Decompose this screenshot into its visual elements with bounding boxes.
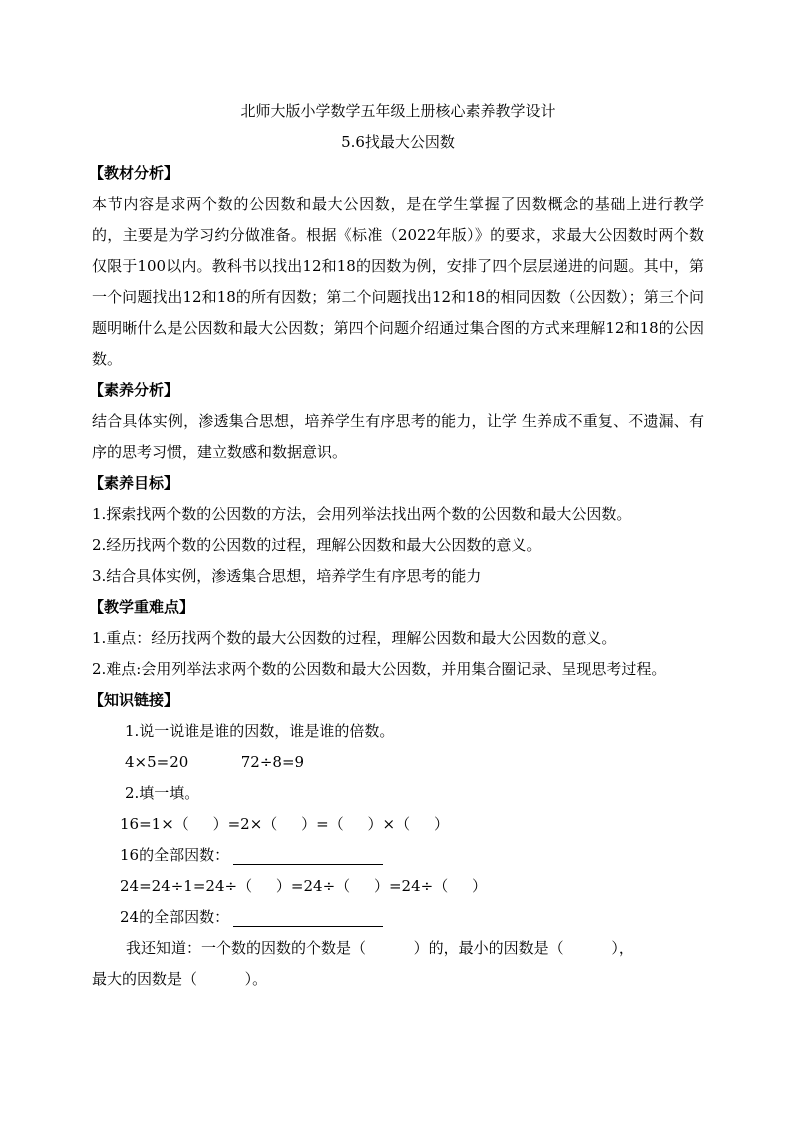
section-heading-key-points: 【教学重难点】 (89, 598, 195, 616)
document-page (89, 96, 704, 995)
key-point-item: 1.重点：经历找两个数的最大公因数的过程，理解公因数和最大公因数的意义。 (92, 629, 617, 647)
literacy-analysis-text: 结合具体实例，渗透集合思想，培养学生有序思考的能力，让学 生养成不重复、不遗漏、有序的思考习惯，建立数感和数据意识。 (92, 412, 704, 461)
fill-line-16: 16=1×（ ）=2×（ ）=（ ）×（ ） (120, 815, 449, 833)
goal-item: 1.探索找两个数的公因数的方法，会用列举法找出两个数的公因数和最大公因数。 (92, 505, 632, 523)
know-text-line-2: 最大的因数是（ ）。 (92, 970, 268, 988)
goal-item: 2.经历找两个数的公因数的过程，理解公因数和最大公因数的意义。 (92, 536, 542, 554)
key-point-item: 2.难点:会用列举法求两个数的公因数和最大公因数，并用集合圈记录、呈现思考过程。 (92, 660, 667, 678)
fill-line-24: 24=24÷1=24÷（ ）=24÷（ ）=24÷（ ） (120, 877, 488, 895)
section-heading-literacy: 【素养分析】 (89, 381, 180, 399)
know-text-line-1: 我还知道：一个数的因数的个数是（ ）的，最小的因数是（ ）， (126, 939, 634, 957)
section-heading-goals: 【素养目标】 (89, 474, 180, 492)
section-heading-knowledge: 【知识链接】 (89, 691, 180, 709)
goal-item: 3.结合具体实例，渗透集合思想，培养学生有序思考的能力 (92, 567, 482, 585)
factors-16-row (92, 840, 704, 871)
answer-blank (233, 908, 383, 927)
question-1: 1.说一说谁是谁的因数，谁是谁的倍数。 (125, 722, 395, 740)
section-heading-textbook: 【教材分析】 (89, 164, 180, 182)
document-title: 北师大版小学数学五年级上册核心素养教学设计 (240, 102, 556, 120)
answer-blank (233, 846, 383, 865)
factors-24-row (92, 902, 704, 933)
question-1-expressions: 4×5=20 72÷8=9 (125, 753, 305, 771)
question-2: 2.填一填。 (125, 784, 200, 802)
lesson-title: 5.6找最大公因数 (341, 133, 455, 151)
textbook-analysis-text: 本节内容是求两个数的公因数和最大公因数，是在学生掌握了因数概念的基础上进行教学的，主要是为学习约分做准备。根据《标准（2022年版）》的要求，求最大公因数时两个数仅限于100以内。教科书以找出12和18的因数为例，安排了四个层层递进的问题。其中，第一个问题找出12和18的所有因数；第二个问题找出12和18的相同因数（公因数）；第三个问题明晰什么是公因数和最大公因数；第四个问题介绍通过集合图的方式来理解12和18的公因数。 (92, 195, 704, 368)
factors-24-label: 24的全部因数： (120, 908, 230, 926)
factors-16-label: 16的全部因数： (120, 846, 230, 864)
